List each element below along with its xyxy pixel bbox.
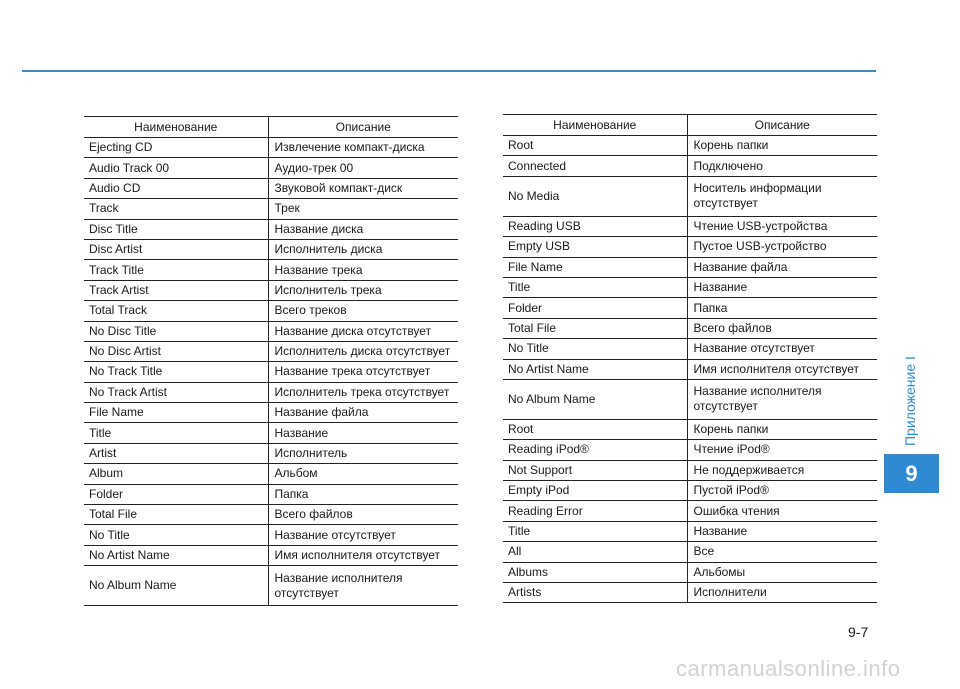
row-name: File Name bbox=[503, 257, 687, 277]
row-name: Audio Track 00 bbox=[84, 158, 268, 178]
row-description: Папка bbox=[268, 484, 458, 504]
row-description: Папка bbox=[687, 298, 877, 318]
row-description: Чтение USB-устройства bbox=[687, 216, 877, 236]
row-name: Not Support bbox=[503, 460, 687, 480]
row-name: No Artist Name bbox=[84, 545, 268, 565]
column-header-name: Наименование bbox=[84, 117, 268, 138]
table-row bbox=[84, 403, 458, 423]
table-row bbox=[84, 239, 458, 259]
row-name: Title bbox=[503, 277, 687, 297]
row-description: Пустой iPod® bbox=[687, 481, 877, 501]
row-name: No Media bbox=[503, 176, 687, 216]
row-name: Reading Error bbox=[503, 501, 687, 521]
row-description: Носитель информации отсутствует bbox=[687, 176, 877, 216]
table-row bbox=[84, 260, 458, 280]
row-description: Название исполнителя отсутствует bbox=[268, 566, 458, 606]
row-description: Всего треков bbox=[268, 301, 458, 321]
row-description: Название файла bbox=[687, 257, 877, 277]
row-description: Чтение iPod® bbox=[687, 440, 877, 460]
table-header-row bbox=[84, 117, 458, 138]
row-name: Disc Title bbox=[84, 219, 268, 239]
row-description: Имя исполнителя отсутствует bbox=[268, 545, 458, 565]
row-name: Track Artist bbox=[84, 280, 268, 300]
row-name: Root bbox=[503, 136, 687, 156]
table-row bbox=[84, 321, 458, 341]
table-row bbox=[84, 219, 458, 239]
table-row bbox=[503, 176, 877, 216]
row-name: Reading USB bbox=[503, 216, 687, 236]
table-row bbox=[503, 481, 877, 501]
row-name: Reading iPod® bbox=[503, 440, 687, 460]
table-row bbox=[503, 359, 877, 379]
row-description: Название bbox=[687, 277, 877, 297]
row-description: Ошибка чтения bbox=[687, 501, 877, 521]
table-row bbox=[503, 440, 877, 460]
row-description: Пустое USB-устройство bbox=[687, 237, 877, 257]
row-name: No Album Name bbox=[84, 566, 268, 606]
table-row bbox=[84, 158, 458, 178]
table-row bbox=[84, 525, 458, 545]
table-row bbox=[84, 301, 458, 321]
row-description: Всего файлов bbox=[687, 318, 877, 338]
row-description: Название исполнителя отсутствует bbox=[687, 379, 877, 419]
table-row bbox=[84, 341, 458, 361]
row-description: Исполнитель трека bbox=[268, 280, 458, 300]
row-name: Title bbox=[84, 423, 268, 443]
row-name: Empty USB bbox=[503, 237, 687, 257]
table-header-row bbox=[503, 115, 877, 136]
table-row bbox=[503, 542, 877, 562]
row-description: Название bbox=[268, 423, 458, 443]
row-description: Исполнитель bbox=[268, 443, 458, 463]
page-number: 9-7 bbox=[848, 624, 869, 640]
row-name: No Title bbox=[503, 339, 687, 359]
row-name: Total File bbox=[84, 505, 268, 525]
row-description: Название файла bbox=[268, 403, 458, 423]
row-name: Album bbox=[84, 464, 268, 484]
row-description: Извлечение компакт-диска bbox=[268, 138, 458, 158]
row-name: Total Track bbox=[84, 301, 268, 321]
table-row bbox=[84, 280, 458, 300]
row-description: Название трека bbox=[268, 260, 458, 280]
row-description: Имя исполнителя отсутствует bbox=[687, 359, 877, 379]
row-name: Albums bbox=[503, 562, 687, 582]
row-name: Folder bbox=[84, 484, 268, 504]
row-description: Название отсутствует bbox=[268, 525, 458, 545]
row-description: Исполнитель диска bbox=[268, 239, 458, 259]
table-row bbox=[503, 583, 877, 603]
row-name: No Album Name bbox=[503, 379, 687, 419]
table-row bbox=[503, 419, 877, 439]
row-name: Connected bbox=[503, 156, 687, 176]
section-side-label: Приложение I bbox=[902, 356, 918, 447]
table-row bbox=[503, 318, 877, 338]
row-name: Track bbox=[84, 199, 268, 219]
chapter-number-tab: 9 bbox=[884, 454, 939, 493]
row-name: No Artist Name bbox=[503, 359, 687, 379]
table-row bbox=[503, 136, 877, 156]
table-row bbox=[503, 216, 877, 236]
row-name: Root bbox=[503, 419, 687, 439]
row-description: Название диска bbox=[268, 219, 458, 239]
row-name: Disc Artist bbox=[84, 239, 268, 259]
row-description: Исполнитель трека отсутствует bbox=[268, 382, 458, 402]
table-row bbox=[84, 464, 458, 484]
table-row bbox=[503, 379, 877, 419]
table-row bbox=[84, 362, 458, 382]
row-name: Ejecting CD bbox=[84, 138, 268, 158]
row-description: Название отсутствует bbox=[687, 339, 877, 359]
table-row bbox=[503, 460, 877, 480]
column-header-description: Описание bbox=[268, 117, 458, 138]
row-name: Audio CD bbox=[84, 178, 268, 198]
row-description: Не поддерживается bbox=[687, 460, 877, 480]
row-name: Empty iPod bbox=[503, 481, 687, 501]
row-name: No Disc Artist bbox=[84, 341, 268, 361]
table-row bbox=[503, 501, 877, 521]
table-row bbox=[503, 156, 877, 176]
left-message-table bbox=[84, 116, 458, 606]
watermark: carmanualsonline.info bbox=[676, 656, 901, 681]
row-description: Альбом bbox=[268, 464, 458, 484]
row-description: Аудио-трек 00 bbox=[268, 158, 458, 178]
header-rule bbox=[22, 70, 876, 72]
table-row bbox=[84, 382, 458, 402]
table-row bbox=[503, 298, 877, 318]
right-message-table bbox=[503, 114, 877, 603]
row-name: Folder bbox=[503, 298, 687, 318]
row-name: No Disc Title bbox=[84, 321, 268, 341]
table-row bbox=[84, 199, 458, 219]
row-description: Название bbox=[687, 521, 877, 541]
row-description: Подключено bbox=[687, 156, 877, 176]
table-row bbox=[503, 237, 877, 257]
table-row bbox=[84, 505, 458, 525]
table-row bbox=[84, 484, 458, 504]
column-header-description: Описание bbox=[687, 115, 877, 136]
table-row bbox=[84, 566, 458, 606]
row-name: All bbox=[503, 542, 687, 562]
table-row bbox=[503, 257, 877, 277]
row-name: Track Title bbox=[84, 260, 268, 280]
table-row bbox=[84, 443, 458, 463]
row-name: No Track Title bbox=[84, 362, 268, 382]
row-description: Исполнители bbox=[687, 583, 877, 603]
row-description: Исполнитель диска отсутствует bbox=[268, 341, 458, 361]
row-description: Все bbox=[687, 542, 877, 562]
row-description: Название трека отсутствует bbox=[268, 362, 458, 382]
table-row bbox=[503, 521, 877, 541]
table-row bbox=[503, 339, 877, 359]
row-description: Альбомы bbox=[687, 562, 877, 582]
row-description: Всего файлов bbox=[268, 505, 458, 525]
row-name: Artist bbox=[84, 443, 268, 463]
table-row bbox=[84, 423, 458, 443]
row-description: Название диска отсутствует bbox=[268, 321, 458, 341]
column-header-name: Наименование bbox=[503, 115, 687, 136]
table-row bbox=[84, 178, 458, 198]
row-description: Звуковой компакт-диск bbox=[268, 178, 458, 198]
row-name: No Title bbox=[84, 525, 268, 545]
table-row bbox=[503, 562, 877, 582]
row-name: Title bbox=[503, 521, 687, 541]
row-description: Корень папки bbox=[687, 136, 877, 156]
row-description: Трек bbox=[268, 199, 458, 219]
row-description: Корень папки bbox=[687, 419, 877, 439]
table-row bbox=[84, 138, 458, 158]
row-name: File Name bbox=[84, 403, 268, 423]
row-name: No Track Artist bbox=[84, 382, 268, 402]
table-row bbox=[503, 277, 877, 297]
table-row bbox=[84, 545, 458, 565]
row-name: Total File bbox=[503, 318, 687, 338]
row-name: Artists bbox=[503, 583, 687, 603]
